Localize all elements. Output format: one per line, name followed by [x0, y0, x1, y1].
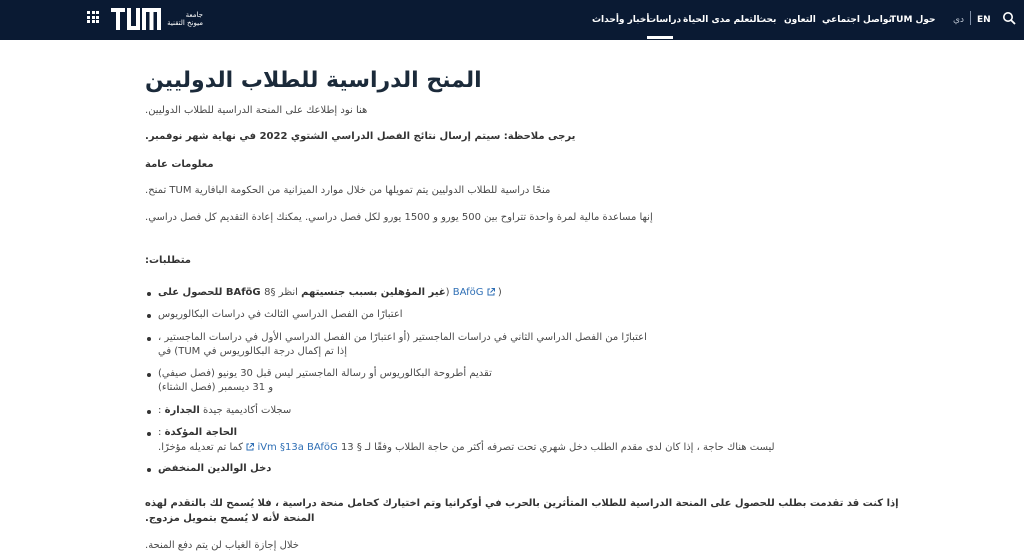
- lang-en[interactable]: EN: [977, 15, 991, 25]
- list-bullet: [147, 468, 151, 472]
- lang-de[interactable]: دي: [953, 15, 965, 25]
- nav-research[interactable]: بحث: [757, 15, 777, 25]
- general-info-heading: معلومات عامة: [145, 159, 214, 170]
- nav-studies[interactable]: دراسات: [647, 15, 682, 25]
- external-link-icon: [246, 443, 254, 451]
- nav-news[interactable]: أخبار وأحداث: [592, 15, 650, 25]
- search-icon[interactable]: [1002, 11, 1016, 25]
- page-title: المنح الدراسية للطلاب الدوليين: [145, 68, 482, 93]
- list-bullet: [147, 432, 151, 436]
- nav-social[interactable]: تواصل اجتماعي: [822, 15, 892, 25]
- requirement-master-semester-line2: في (TUM إذا تم إكمال درجة البكالوريوس في: [158, 346, 347, 357]
- leave-of-absence-note: .خلال إجازة الغياب لن يتم دفع المنحة: [145, 540, 299, 551]
- app-grid-icon[interactable]: [87, 11, 99, 23]
- requirement-thesis-line1: تقديم أطروحة البكالوريوس أو رسالة الماجستير ليس قبل 30 يونيو (فصل صيفي): [158, 368, 492, 379]
- requirement-confirmed-need: : الحاجة المؤكدة: [158, 427, 238, 438]
- ukraine-note-line1: إذا كنت قد تقدمت بطلب للحصول على المنحة الدراسية للطلاب المتأثرين بالحرب في أوكرانيا وتم اختيارك كحامل منحة دراسية ، فلا يُسمح لك بالتقدم لهذه: [145, 498, 899, 509]
- bafog-link[interactable]: BAföG: [453, 287, 498, 298]
- requirement-confirmed-need-detail: .كما تم تعديله مؤخرًا iVm §13a BAföG ليست هناك حاجة ، إذا كان لدى مقدم الطلب دخل شهري تحت تصرفه أكثر من حاجة الطلاب وفقًا لـ § 13: [158, 442, 775, 453]
- general-info-paragraph-2: .إنها مساعدة مالية لمرة واحدة تتراوح بين 500 يورو و 1500 يورو لكل فصل دراسي. يمكنك إعادة التقديم كل فصل دراسي: [145, 212, 653, 223]
- nav-about[interactable]: TUM حول: [890, 15, 936, 25]
- university-name: جامعة ميونخ التقنية: [167, 11, 203, 27]
- lang-separator: [970, 11, 971, 25]
- list-bullet: [147, 337, 151, 341]
- tum-logo[interactable]: [111, 6, 161, 32]
- top-navigation-bar: [0, 0, 1024, 40]
- requirement-merit: : سجلات أكاديمية جيدة الجدارة: [158, 405, 292, 416]
- list-bullet: [147, 292, 151, 296]
- general-info-paragraph-1: .تمنح TUM منحًا دراسية للطلاب الدوليين يتم تمويلها من خلال موارد الميزانية من الحكومة البافارية: [145, 185, 551, 196]
- active-nav-indicator: [647, 36, 673, 39]
- ukraine-note-line2: .المنحة لأنه لا يُسمح بتمويل مزدوج: [145, 513, 315, 524]
- requirement-low-parental-income: دخل الوالدين المنخفض: [158, 463, 272, 474]
- requirement-bachelor-semester: اعتبارًا من الفصل الدراسي الثالث في دراسات البكالوريوس: [158, 309, 403, 320]
- external-link-icon: [487, 288, 495, 296]
- nav-lifelong-learning[interactable]: التعلم مدى الحياة: [683, 15, 760, 25]
- list-bullet: [147, 314, 151, 318]
- nav-cooperation[interactable]: التعاون: [784, 15, 816, 25]
- requirement-thesis-line2: و 31 ديسمبر (فصل الشتاء): [158, 382, 274, 393]
- list-bullet: [147, 410, 151, 414]
- requirement-master-semester-line1: ، اعتبارًا من الفصل الدراسي الثاني في دراسات الماجستير (أو اعتبارًا من الفصل الدراسي الأول في دراسات الماجستير: [158, 332, 647, 343]
- requirement-nationality: للحصول على BAföG غير المؤهلين بسبب جنسيتهم انظر §8) BAföG ): [158, 287, 502, 298]
- intro-text: .هنا نود إطلاعك على المنحة الدراسية للطلاب الدوليين: [145, 105, 368, 116]
- requirements-heading: :متطلبات: [145, 255, 191, 266]
- list-bullet: [147, 373, 151, 377]
- bafog-13a-link[interactable]: iVm §13a BAföG: [246, 442, 341, 453]
- note-text: .يرجى ملاحظة: سيتم إرسال نتائج الفصل الدراسي الشتوي 2022 في نهاية شهر نوفمبر: [145, 131, 576, 142]
